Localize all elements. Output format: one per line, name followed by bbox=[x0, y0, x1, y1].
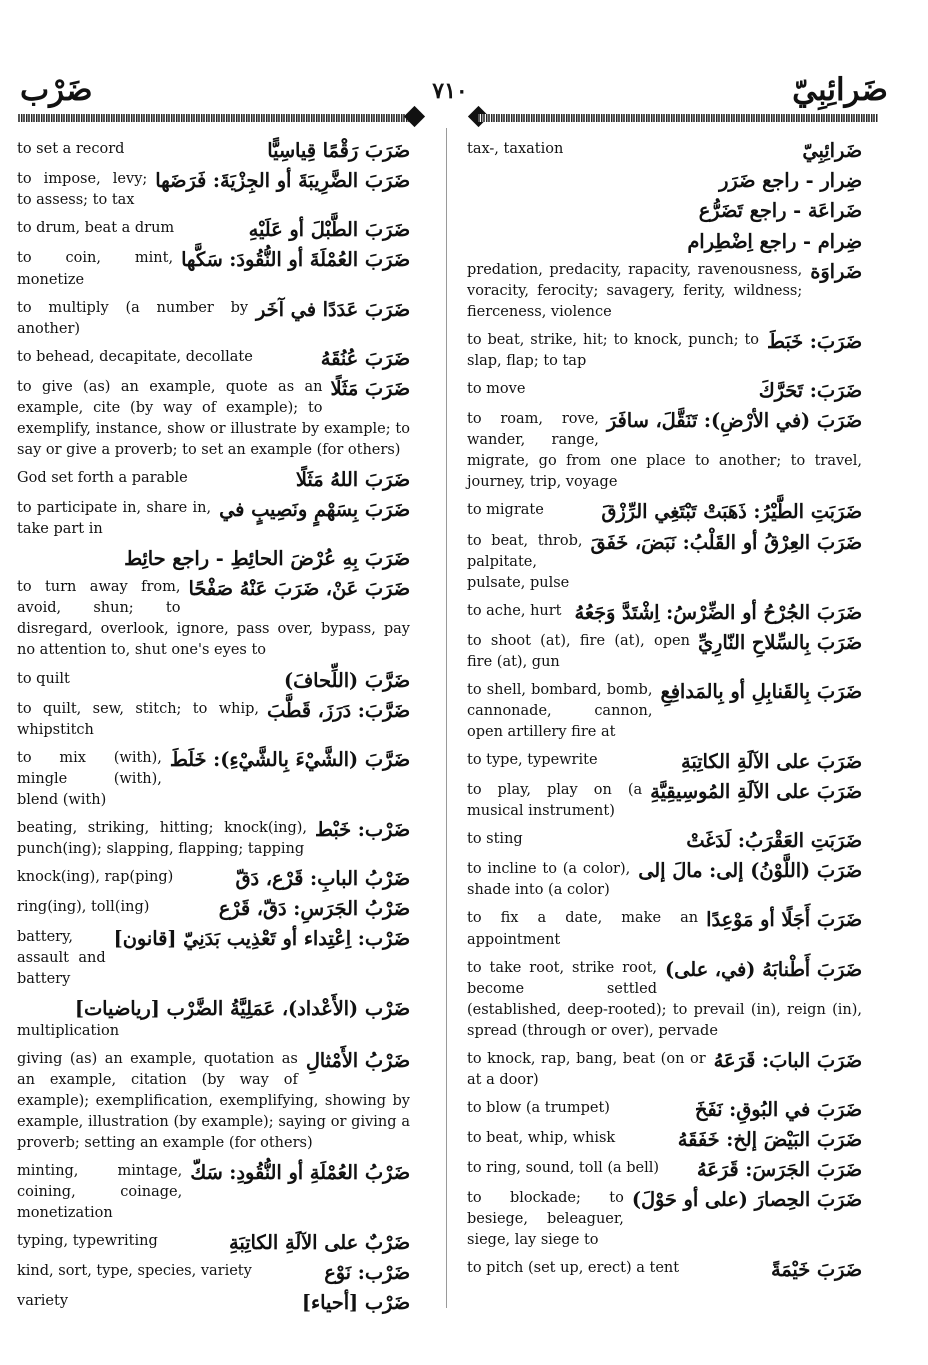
dictionary-entry bbox=[17, 669, 410, 692]
english-definition: minting, mintage, coining, coinage, monetization bbox=[17, 1162, 183, 1221]
arabic-term: ضَرَّبَ (الشَّيْءَ بِالشَّيْءِ): خَلَطَ bbox=[169, 747, 410, 771]
page-header bbox=[0, 72, 928, 112]
header-rule-right bbox=[478, 114, 878, 122]
dictionary-entry bbox=[467, 958, 862, 1042]
english-definition: battery, assault and battery bbox=[17, 929, 106, 988]
dictionary-entry bbox=[467, 531, 862, 594]
dictionary-entry bbox=[467, 500, 862, 523]
arabic-term: ضَرَبَ: تَحَرَّكَ bbox=[758, 378, 862, 402]
dictionary-entry bbox=[17, 699, 410, 741]
arabic-term: ضَرَبَ الجُرْحُ أو الضِّرْسُ: اِشْتَدَّ وَجَعُهُ bbox=[574, 600, 862, 624]
arabic-term: ضَرْب: خَبْط bbox=[315, 817, 410, 841]
english-definition: variety bbox=[17, 1293, 69, 1310]
arabic-term: ضَرْب (الأَعْداد)، عَمَلِيَّةُ الضَّرْب [رياضيات] bbox=[74, 997, 410, 1021]
dictionary-entry bbox=[17, 298, 410, 340]
arabic-term: ضَرَبَ: خَبَطَ bbox=[767, 329, 862, 353]
english-definition: to shoot (at), fire (at), open fire (at), gun bbox=[467, 632, 690, 670]
english-definition: to knock, rap, bang, beat (on or at a door) bbox=[467, 1050, 706, 1088]
dictionary-entry bbox=[467, 631, 862, 673]
english-definition: to type, typewrite bbox=[467, 751, 598, 768]
dictionary-entry bbox=[17, 347, 410, 370]
english-definition: ring(ing), toll(ing) bbox=[17, 899, 150, 916]
dictionary-entry bbox=[467, 139, 862, 162]
english-definition: beating, striking, hitting; knock(ing), punch(ing); slapping, flapping; tapping bbox=[17, 819, 308, 857]
arabic-term: ضَرائِبِيّ bbox=[802, 139, 862, 162]
dictionary-entry bbox=[467, 260, 862, 323]
arabic-term: ضَرْب: نَوْع bbox=[324, 1261, 410, 1285]
english-definition: to fix a date, make an appointment bbox=[467, 910, 699, 948]
arabic-term: ضَرَبَ اللهُ مَثَلًا bbox=[295, 467, 410, 491]
arabic-term: ضَرَبَ في البُوقِ: نَفَخَ bbox=[694, 1097, 862, 1121]
english-definition: to turn away from, avoid, shun; to disregard, overlook, ignore, pass over, bypass, pay no attention to, shut one's eyes to bbox=[17, 579, 410, 659]
english-definition: to blockade; to besiege, beleaguer, siege, lay siege to bbox=[467, 1190, 624, 1249]
english-definition: multiplication bbox=[17, 1022, 120, 1039]
dictionary-entry bbox=[467, 1098, 862, 1121]
arabic-term: ضَرَبَ رَقْمًا قِياسِيًّا bbox=[267, 139, 410, 162]
dictionary-entry bbox=[467, 409, 862, 493]
english-definition: to beat, strike, hit; to knock, punch; to slap, flap; to tap bbox=[467, 331, 760, 369]
dictionary-entry bbox=[17, 218, 410, 241]
english-definition: to give (as) an example, quote as an example, cite (by way of example); to exemplify, instance, show or illustrate by example; to say or give a proverb; to set an example (for others) bbox=[17, 378, 410, 458]
arabic-term: ضَرَبَ أَجَلًا أو مَوْعِدًا bbox=[706, 908, 862, 932]
arabic-term: ضَرَّبَ (اللِّحافَ) bbox=[284, 668, 410, 692]
arabic-term: ضَرَبَ الطَّبْلَ أو عَلَيْهِ bbox=[248, 218, 410, 242]
dictionary-entry bbox=[467, 1128, 862, 1151]
dictionary-entry bbox=[17, 498, 410, 540]
arabic-term: ضِرام - راجع اِضْطِرام bbox=[687, 229, 862, 253]
english-definition: God set forth a parable bbox=[17, 469, 188, 486]
dictionary-entry bbox=[17, 547, 410, 570]
arabic-term: ضَرَبَ على الآلَةِ المُوسِيقِيَّةِ bbox=[650, 780, 862, 804]
dictionary-entry bbox=[17, 139, 410, 162]
arabic-term: ضَرَبَ مَثَلًا bbox=[330, 376, 410, 400]
english-definition: to migrate bbox=[467, 502, 544, 519]
arabic-term: ضَرَبَ العِرْقُ أو القَلْبُ: نَبَضَ، خَفَقَ bbox=[590, 530, 862, 554]
arabic-term: ضَرَبَ الجَرَسَ: قَرَعَهُ bbox=[696, 1158, 862, 1182]
english-definition: to quilt bbox=[17, 670, 70, 687]
dictionary-entry bbox=[17, 248, 410, 290]
english-definition: to play, play on (a musical instrument) bbox=[467, 782, 643, 820]
arabic-term: ضَرَبَ خَيْمَةً bbox=[770, 1258, 862, 1282]
english-definition: to blow (a trumpet) bbox=[467, 1099, 610, 1116]
english-definition: to move bbox=[467, 380, 526, 397]
arabic-term: ضَرَبَ العُمْلَةَ أو النُّقُودَ: سَكَّها bbox=[181, 248, 410, 272]
dictionary-entry bbox=[467, 1258, 862, 1281]
arabic-term: ضَرَبَ (اللَّوْنُ) إلى: مالَ إلى bbox=[638, 859, 862, 883]
arabic-term: ضَرَبَ عَنْ، ضَرَبَ عَنْهُ صَفْحًا bbox=[188, 577, 410, 601]
english-definition: to quilt, sew, stitch; to whip, whipstitch bbox=[17, 700, 259, 738]
arabic-term: ضَرَبَ بِهِ عُرْضَ الحائِطِ - راجع حائِط bbox=[124, 547, 410, 571]
dictionary-entry bbox=[467, 908, 862, 950]
arabic-term: ضَرْبُ البابِ: قَرْع، دَقّ bbox=[235, 866, 410, 890]
dictionary-entry bbox=[17, 997, 410, 1041]
arabic-term: ضَرَبَ أَطْنابَهُ (في، على) bbox=[665, 957, 862, 981]
dictionary-entry bbox=[17, 818, 410, 860]
page-number: ٧١٠ bbox=[432, 78, 468, 104]
arabic-term: ضَرَبَ بِالقَنابِلِ أو بِالمَدافِعِ bbox=[660, 679, 862, 703]
english-definition: to sting bbox=[467, 831, 523, 848]
dictionary-entry bbox=[467, 780, 862, 822]
english-definition: to pitch (set up, erect) a tent bbox=[467, 1260, 680, 1277]
arabic-term: ضَراوَة bbox=[810, 259, 862, 283]
dictionary-entry bbox=[467, 601, 862, 624]
english-definition: knock(ing), rap(ping) bbox=[17, 868, 174, 885]
dictionary-entry bbox=[467, 1188, 862, 1251]
english-definition: to drum, beat a drum bbox=[17, 220, 175, 237]
left-column bbox=[17, 139, 410, 1322]
english-definition: to behead, decapitate, decollate bbox=[17, 348, 253, 365]
arabic-term: ضَرْبُ الأَمْثالِ bbox=[305, 1048, 410, 1072]
arabic-term: ضَرَبَ بِالسِّلاحِ النّارِيِّ bbox=[697, 630, 862, 654]
arabic-term: ضَرَبَ على الآلَةِ الكاتِبَةِ bbox=[681, 749, 862, 773]
dictionary-entry bbox=[17, 867, 410, 890]
english-definition: to multiply (a number by another) bbox=[17, 299, 249, 337]
english-definition: typing, typewriting bbox=[17, 1232, 158, 1249]
arabic-term: ضَرَبَ (في الأرْضِ): تَنَقَّلَ، سافَرَ bbox=[606, 409, 862, 433]
arabic-term: ضَرْبُ الجَرَسِ: دَقّ، قَرْع bbox=[218, 897, 410, 921]
dictionary-entry bbox=[17, 897, 410, 920]
dictionary-entry bbox=[17, 927, 410, 990]
english-definition: to ring, sound, toll (a bell) bbox=[467, 1160, 660, 1177]
english-definition: to ache, hurt bbox=[467, 602, 562, 619]
english-definition: to take root, strike root, become settled (established, deep-rooted); to prevail (in), reign (in), spread (through or over), pervade bbox=[467, 959, 862, 1039]
dictionary-entry bbox=[17, 1231, 410, 1254]
dictionary-entry bbox=[467, 750, 862, 773]
arabic-term: ضَرَبَ عَدَدًا في آخَر bbox=[256, 297, 410, 321]
english-definition: to roam, rove, wander, range, migrate, go from one place to another; to travel, journey, trip, voyage bbox=[467, 411, 862, 491]
english-definition: kind, sort, type, species, variety bbox=[17, 1263, 252, 1280]
arabic-term: ضَرْب: اِعْتِداء أو تَعْذِيب بَدَنِيّ [قانون] bbox=[113, 927, 410, 951]
english-definition: predation, predacity, rapacity, ravenousness, voracity, ferocity; savagery, ferity, wildness; fierceness, violence bbox=[467, 261, 803, 320]
left-guide-word: ضَرْب bbox=[20, 72, 93, 108]
arabic-term: ضِرار - راجع ضَرَر bbox=[719, 169, 862, 193]
english-definition: to beat, throb, palpitate, pulsate, pulse bbox=[467, 532, 583, 591]
english-definition: to impose, levy; to assess; to tax bbox=[17, 171, 148, 209]
dictionary-entry bbox=[467, 1158, 862, 1181]
right-column bbox=[467, 139, 862, 1289]
arabic-term: ضَرْبٌ على الآلَةِ الكاتِبَةِ bbox=[229, 1230, 410, 1254]
arabic-term: ضَرَبَتِ الطَّيْرُ: ذَهَبَتْ تَبْتَغِي الرِّزْقَ bbox=[601, 500, 862, 524]
dictionary-entry bbox=[467, 829, 862, 852]
dictionary-entry bbox=[467, 330, 862, 372]
dictionary-entry bbox=[17, 1049, 410, 1154]
arabic-term: ضَراعَة - راجع تَضَرُّع bbox=[698, 199, 862, 223]
english-definition: giving (as) an example, quotation as an example, citation (by way of example); exemplification, exemplifying, showing by example, illustration (by example); saying or giving a proverb; setting an example (for others) bbox=[17, 1050, 410, 1151]
header-rule-left bbox=[18, 114, 413, 122]
dictionary-entry bbox=[17, 169, 410, 211]
dictionary-entry bbox=[467, 230, 862, 253]
english-definition: to set a record bbox=[17, 141, 125, 157]
english-definition: to shell, bombard, bomb, cannonade, cannon, open artillery fire at bbox=[467, 681, 653, 740]
dictionary-entry bbox=[467, 379, 862, 402]
arabic-term: ضَرَبَ الضَّرِيبَةَ أو الجِزْيَةَ: فَرَضَها bbox=[155, 169, 410, 193]
dictionary-entry bbox=[467, 199, 862, 222]
arabic-term: ضَرَّبَ: دَرَزَ، قَطَّبَ bbox=[267, 698, 410, 722]
column-divider bbox=[446, 128, 447, 1308]
english-definition: tax-, taxation bbox=[467, 141, 564, 157]
english-definition: to coin, mint, monetize bbox=[17, 250, 174, 288]
dictionary-entry bbox=[17, 1261, 410, 1284]
arabic-term: ضَرْب [أحياء] bbox=[301, 1291, 410, 1315]
english-definition: to beat, whip, whisk bbox=[467, 1129, 616, 1146]
dictionary-entry bbox=[17, 377, 410, 461]
arabic-term: ضَرَبَتِ العَقْرَبُ: لَدَغَتْ bbox=[686, 829, 862, 853]
dictionary-entry bbox=[17, 468, 410, 491]
dictionary-entry bbox=[17, 748, 410, 811]
arabic-term: ضَرَبَ البَيْضَ إلخ: خَفَقَهُ bbox=[677, 1127, 862, 1151]
dictionary-entry bbox=[467, 169, 862, 192]
dictionary-entry bbox=[467, 680, 862, 743]
dictionary-entry bbox=[467, 859, 862, 901]
arabic-term: ضَرَبَ عُنُقَهُ bbox=[320, 346, 410, 370]
arabic-term: ضَرَبَ الحِصارَ (على أو حَوْلَ) bbox=[631, 1188, 862, 1212]
english-definition: to incline to (a color), shade into (a color) bbox=[467, 861, 631, 899]
english-definition: to mix (with), mingle (with), blend (with) bbox=[17, 749, 162, 808]
arabic-term: ضَرَبَ بِسَهْمٍ ونَصِيبٍ في bbox=[219, 498, 410, 522]
arabic-term: ضَرْبُ العُمْلَةِ أو النُّقُودِ: سَكّ bbox=[190, 1160, 410, 1184]
arabic-term: ضَرَبَ البابَ: قَرَعَهُ bbox=[713, 1048, 862, 1072]
dictionary-entry bbox=[17, 1291, 410, 1314]
dictionary-entry bbox=[467, 1049, 862, 1091]
dictionary-entry bbox=[17, 1161, 410, 1224]
dictionary-entry bbox=[17, 577, 410, 661]
right-guide-word: ضَرائِبِيّ bbox=[792, 72, 888, 108]
english-definition: to participate in, share in, take part in bbox=[17, 500, 212, 538]
